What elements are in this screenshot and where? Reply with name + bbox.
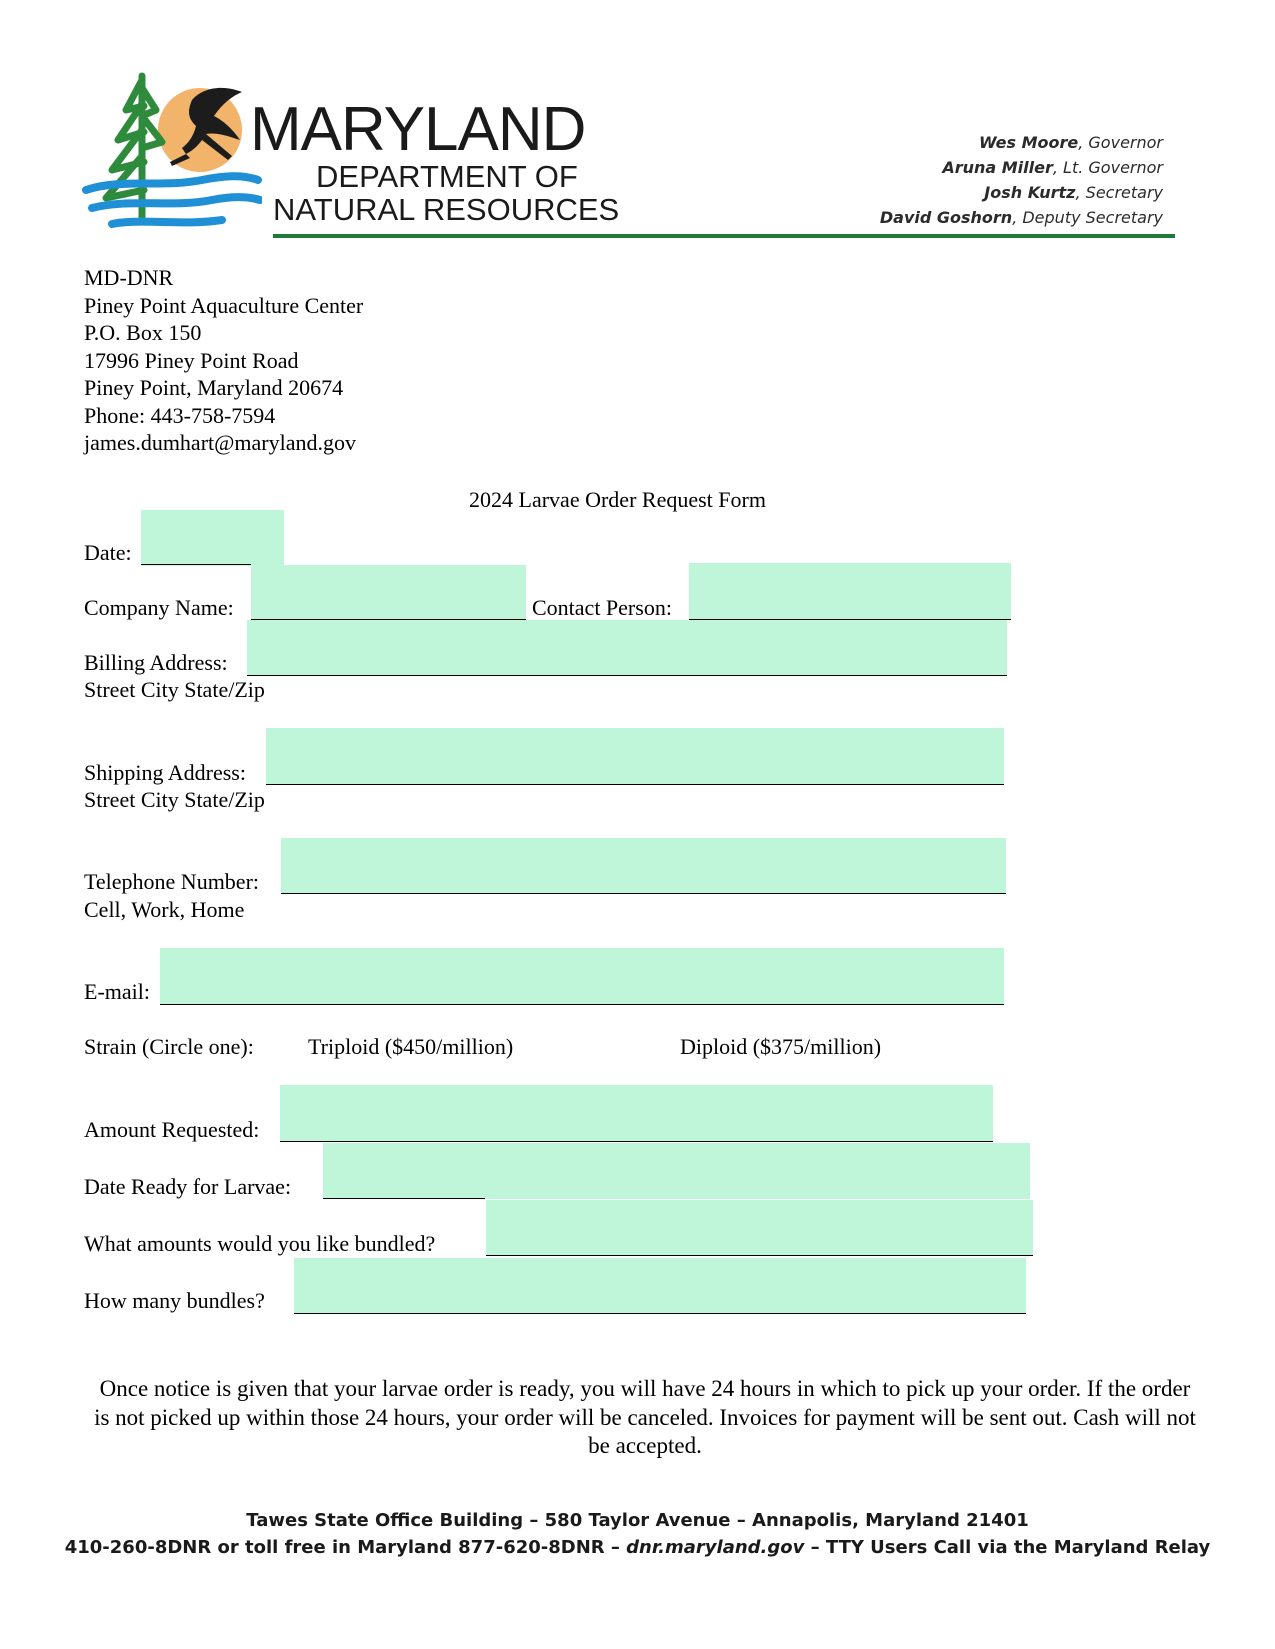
shipping-address-label: Shipping Address:: [84, 760, 246, 785]
footer-website-link[interactable]: dnr.maryland.gov: [626, 1537, 805, 1558]
strain-label: Strain (Circle one):: [84, 1034, 254, 1059]
contact-person-input[interactable]: [689, 563, 1011, 619]
bundle-count-underline: [294, 1313, 1026, 1314]
official-governor: Wes Moore, Governor: [979, 133, 1163, 152]
address-line: 17996 Piney Point Road: [84, 347, 299, 373]
bundle-count-input[interactable]: [294, 1258, 1026, 1314]
email-input[interactable]: [160, 948, 1004, 1004]
address-line: P.O. Box 150: [84, 320, 202, 345]
address-line: james.dumhart@maryland.gov: [84, 430, 356, 455]
form-title: 2024 Larvae Order Request Form: [469, 487, 766, 512]
address-line: Piney Point Aquaculture Center: [84, 292, 364, 318]
brand-subtitle-1: DEPARTMENT OF: [316, 159, 578, 194]
amount-requested-label: Amount Requested:: [84, 1117, 260, 1142]
strain-option-diploid[interactable]: Diploid ($375/million): [680, 1034, 882, 1059]
bundled-amounts-underline: [486, 1255, 1033, 1256]
bundled-amounts-input[interactable]: [486, 1200, 1033, 1256]
billing-address-input[interactable]: [247, 620, 1007, 676]
billing-address-label: Billing Address:: [84, 650, 228, 675]
billing-address-underline: [247, 675, 1007, 676]
maryland-dnr-logo: [82, 70, 262, 235]
official-secretary: Josh Kurtz, Secretary: [984, 183, 1163, 202]
email-underline: [160, 1004, 1004, 1005]
address-line: Piney Point, Maryland 20674: [84, 375, 344, 400]
amount-requested-underline: [280, 1141, 993, 1142]
pine-tree-icon: [106, 76, 162, 220]
address-line: MD-DNR: [84, 265, 174, 290]
telephone-hint: Cell, Work, Home: [84, 897, 245, 922]
date-ready-underline: [323, 1198, 485, 1199]
brand-title: MARYLAND: [250, 95, 586, 164]
sender-address: [84, 264, 363, 457]
officials-list: [880, 130, 1163, 230]
official-lt-governor: Aruna Miller, Lt. Governor: [942, 158, 1163, 177]
telephone-underline: [281, 893, 1006, 894]
date-label: Date:: [84, 540, 132, 565]
footer-contact: 410-260-8DNR or toll free in Maryland 877-620-8DNR – dnr.maryland.gov – TTY Users Call via the Maryland Relay: [64, 1537, 1211, 1558]
pickup-notice: Once notice is given that your larvae order is ready, you will have 24 hours in which to pick up your order. If the order is not picked up within those 24 hours, your order will be canceled. Invoices for payment will be sent out. Cash will not be accepted.: [94, 1376, 1196, 1458]
shipping-address-input[interactable]: [266, 728, 1004, 784]
company-name-label: Company Name:: [84, 595, 234, 620]
bundle-count-label: How many bundles?: [84, 1288, 265, 1313]
address-line: Phone: 443-758-7594: [84, 402, 276, 428]
date-ready-label: Date Ready for Larvae:: [84, 1174, 292, 1199]
official-deputy-secretary: David Goshorn, Deputy Secretary: [879, 208, 1163, 227]
shipping-address-underline: [266, 784, 1004, 785]
footer-address: Tawes State Office Building – 580 Taylor Avenue – Annapolis, Maryland 21401: [246, 1510, 1029, 1531]
shipping-address-hint: Street City State/Zip: [84, 787, 265, 812]
billing-address-hint: Street City State/Zip: [84, 677, 265, 702]
contact-person-label: Contact Person:: [532, 595, 672, 620]
company-name-input[interactable]: [251, 565, 526, 621]
date-underline: [141, 564, 251, 565]
telephone-label: Telephone Number:: [84, 869, 260, 894]
date-ready-input[interactable]: [323, 1143, 1030, 1199]
date-input[interactable]: [141, 510, 284, 566]
amount-requested-input[interactable]: [280, 1085, 993, 1141]
bundled-amounts-label: What amounts would you like bundled?: [84, 1231, 436, 1256]
email-label: E-mail:: [84, 979, 150, 1004]
brand-subtitle-2: NATURAL RESOURCES: [273, 192, 620, 227]
telephone-input[interactable]: [281, 838, 1006, 894]
header-divider: [273, 234, 1175, 238]
strain-option-triploid[interactable]: Triploid ($450/million): [308, 1034, 514, 1059]
